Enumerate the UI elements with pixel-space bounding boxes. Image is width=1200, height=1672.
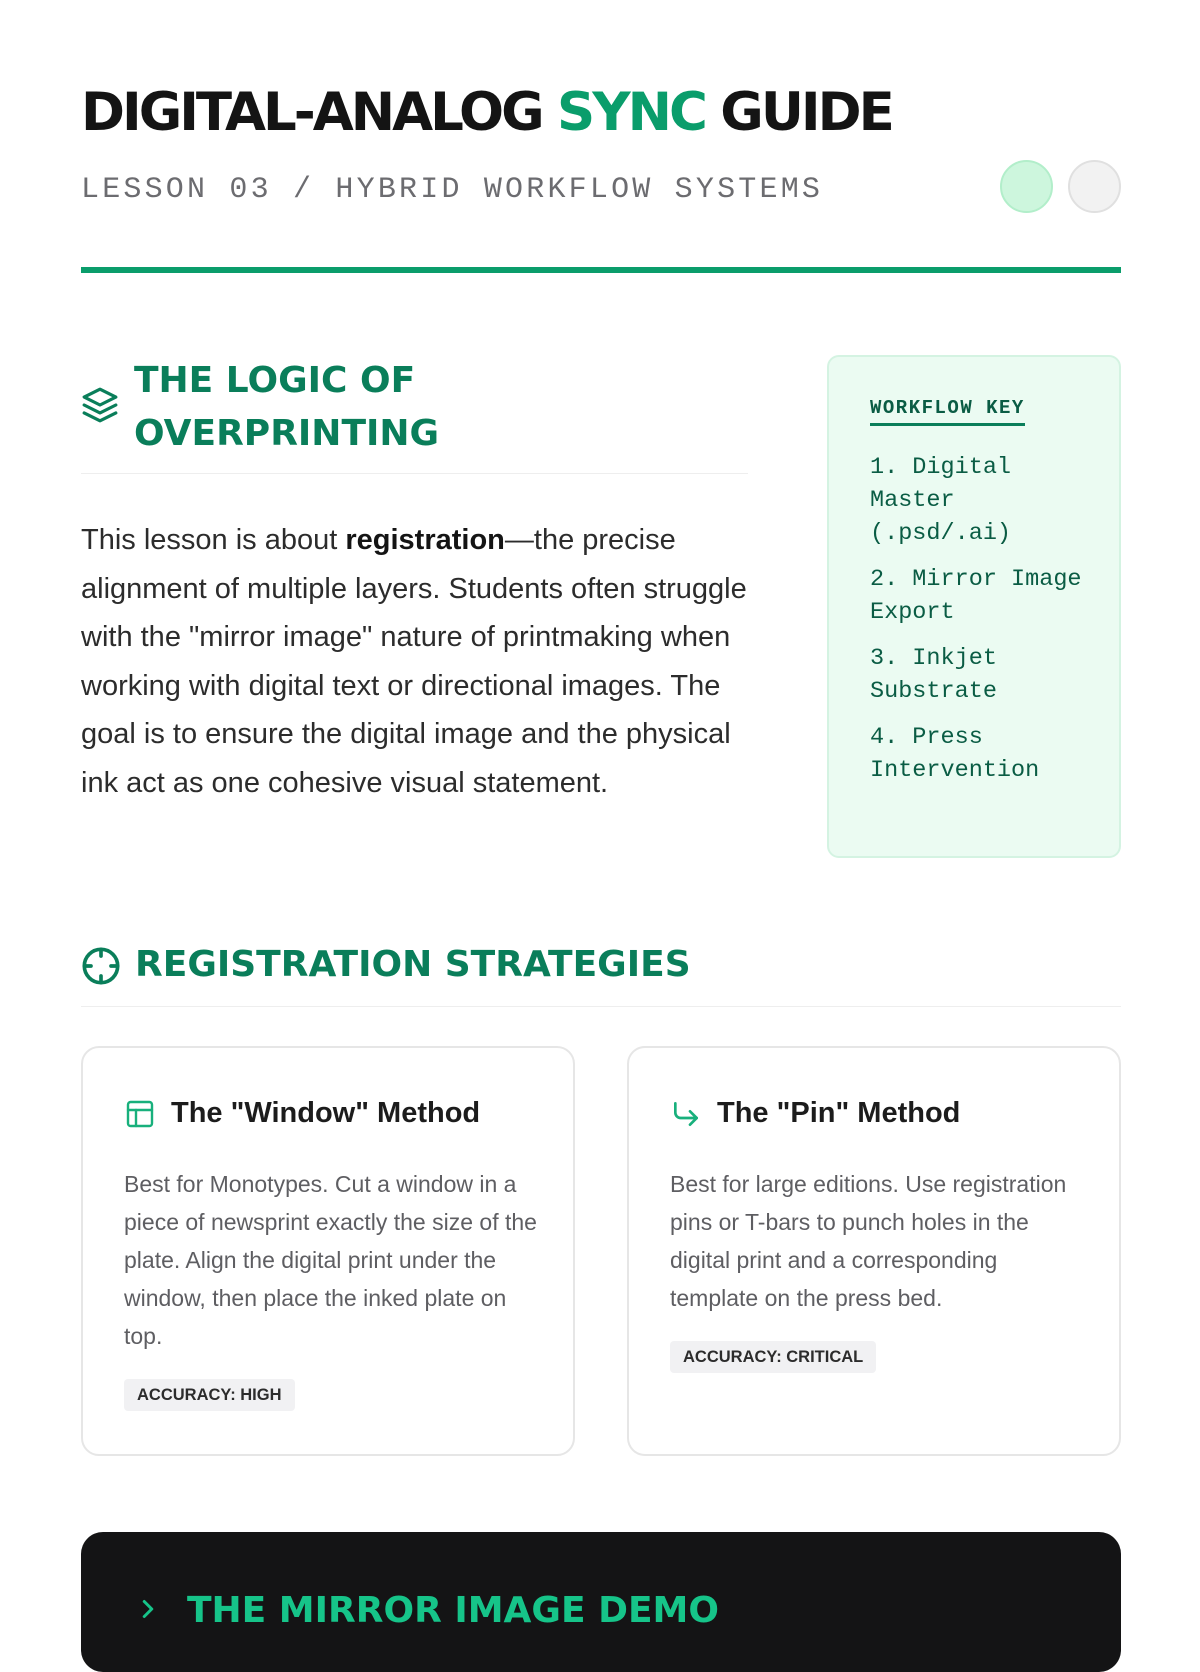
layout-window-icon — [124, 1098, 156, 1130]
title-accent: SYNC — [557, 82, 705, 143]
strategy-card-pin — [627, 1046, 1121, 1456]
strategy-card-window — [81, 1046, 575, 1456]
workflow-step: 1. Digital Master (.psd/.ai) — [870, 454, 1012, 547]
card-description: Best for Monotypes. Cut a window in a piece of newsprint exactly the size of the plate. Align the digital print under the window, then place the inked plate on top. — [124, 1171, 537, 1349]
card-description: Best for large editions. Use registration pins or T-bars to punch holes in the digital print and a corresponding template on the press bed. — [670, 1171, 1067, 1311]
crosshair-icon — [81, 946, 121, 986]
section-title-mirror-demo: THE MIRROR IMAGE DEMO — [187, 1590, 719, 1631]
accuracy-badge: ACCURACY: HIGH — [124, 1379, 295, 1411]
lesson-page — [81, 0, 1121, 1631]
section-divider — [81, 1006, 1121, 1007]
arrow-right-icon — [133, 1594, 163, 1624]
section-title-overprinting: THE LOGIC OF OVERPRINTING — [134, 360, 440, 454]
title-part-1: DIGITAL-ANALOG — [81, 82, 558, 143]
title-part-2: GUIDE — [704, 82, 892, 143]
intro-text-start: This lesson is about — [81, 524, 346, 556]
workflow-step: 3. Inkjet Substrate — [870, 645, 997, 705]
lesson-intro — [81, 516, 748, 807]
status-dot-active — [1000, 160, 1053, 213]
workflow-key-list — [870, 451, 1100, 800]
section-title-registration: REGISTRATION STRATEGIES — [135, 944, 691, 985]
card-title: The "Window" Method — [171, 1097, 481, 1129]
status-dot-inactive — [1068, 160, 1121, 213]
corner-down-right-icon — [670, 1098, 702, 1130]
header-divider — [81, 267, 1121, 273]
intro-text-rest: —the precise alignment of multiple layers. Students often struggle with the "mirror image" nature of printmaking when working with digital text or directional images. The goal is to ensure the digital image and the physical ink act as one cohesive visual statement. — [81, 524, 747, 799]
layers-icon — [81, 386, 119, 424]
mirror-demo-section — [81, 1532, 1121, 1672]
workflow-step: 2. Mirror Image Export — [870, 566, 1082, 626]
workflow-key-title: WORKFLOW KEY — [870, 397, 1025, 426]
workflow-step: 4. Press Intervention — [870, 724, 1040, 784]
section-divider — [81, 473, 748, 474]
card-title: The "Pin" Method — [717, 1097, 961, 1129]
page-title — [81, 78, 892, 148]
lesson-subtitle: LESSON 03 / HYBRID WORKFLOW SYSTEMS — [81, 173, 824, 207]
accuracy-badge: ACCURACY: CRITICAL — [670, 1341, 876, 1373]
workflow-key-panel — [827, 355, 1121, 858]
intro-keyword: registration — [345, 524, 505, 556]
